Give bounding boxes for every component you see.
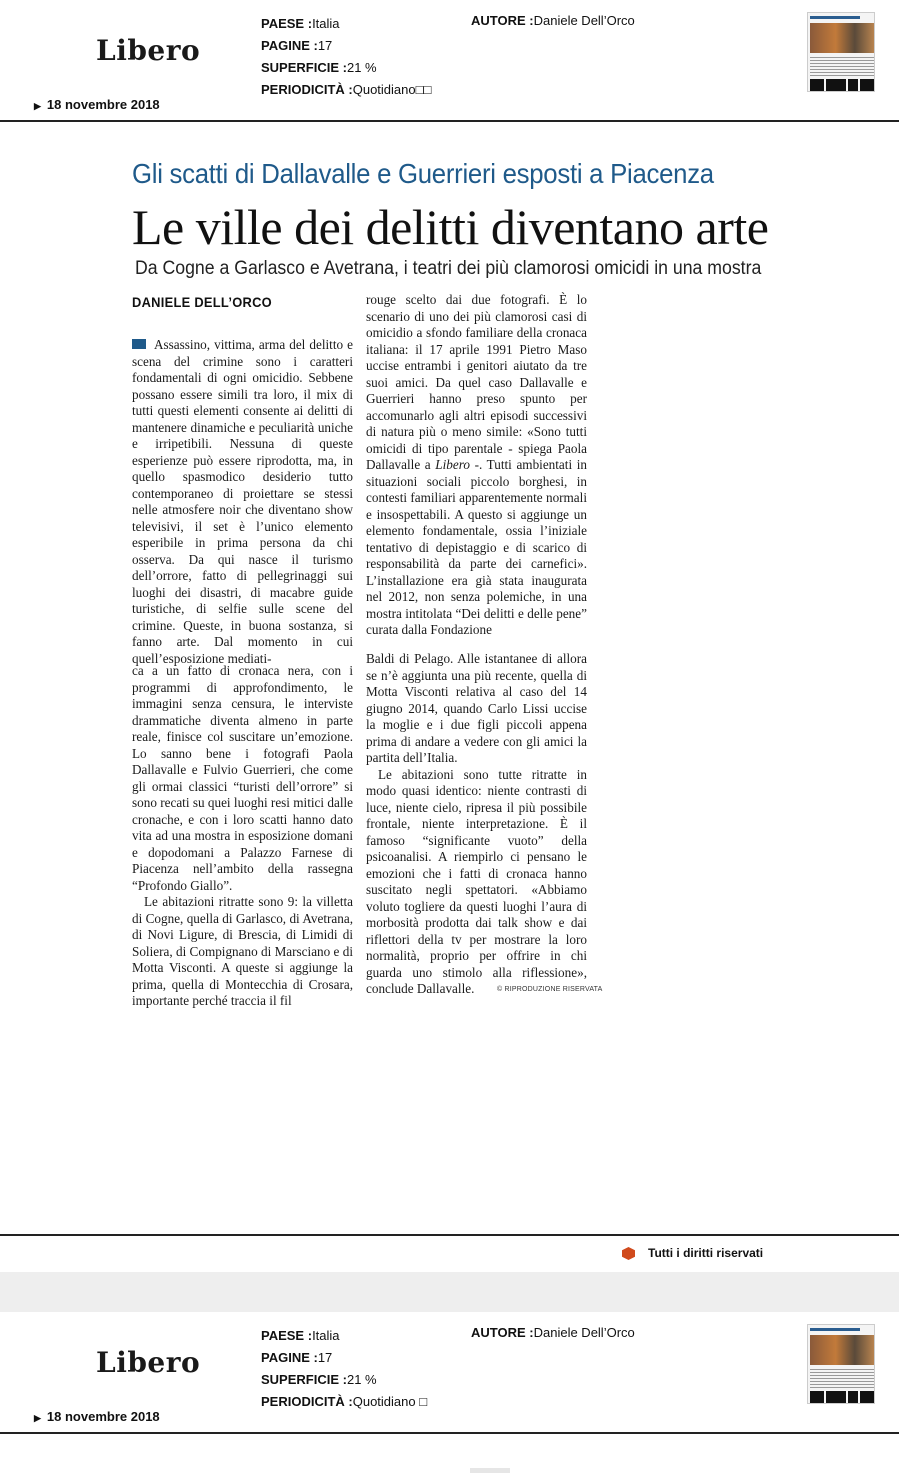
meta-autore: AUTORE :Daniele Dell’Orco: [471, 1325, 635, 1340]
play-arrow-icon: ▶: [34, 101, 41, 111]
page-edge: [470, 1468, 510, 1473]
meta-periodicita: PERIODICITÀ :Quotidiano □: [261, 1394, 428, 1409]
article-headline: Le ville dei delitti diventano arte: [132, 199, 769, 255]
meta-superficie: SUPERFICIE :21 %: [261, 1372, 377, 1387]
rights-notice: Tutti i diritti riservati: [648, 1246, 764, 1260]
publication-date: ▶ 18 novembre 2018: [34, 1409, 160, 1424]
page-separator: [0, 1272, 899, 1312]
meta-paese: PAESE :Italia: [261, 1328, 340, 1343]
header-divider: [0, 1432, 899, 1434]
article-subhead: Da Cogne a Garlasco e Avetrana, i teatri dei più clamorosi omicidi in una mostra: [135, 258, 762, 279]
meta-superficie: SUPERFICIE :21 %: [261, 60, 377, 75]
publication-date: ▶ 18 novembre 2018: [34, 97, 160, 112]
header-divider: [0, 120, 899, 122]
meta-pagine: PAGINE :17: [261, 1350, 333, 1365]
brand-hexagon-icon: [622, 1247, 635, 1260]
newspaper-logo: Libero: [96, 1346, 201, 1379]
article-kicker: Gli scatti di Dallavalle e Guerrieri esposti a Piacenza: [132, 158, 714, 189]
article-column-4: Baldi di Pelago. Alle istantanee di allora se n’è aggiunta una più recente, quella di Motta Visconti relativa al caso del 14 giugno 2014, quando Carlo Lissi uccise la moglie e i due figli piccoli appena prima di andare a vedere con gli amici la partita dell’Italia. Le abitazioni sono tutte ritratte in modo quasi identico: niente contrasti di luce, niente cielo, ripresa il più possibile frontale, niente interpretazione. È il famoso “significante vuoto” della psicoanalisi. A riempirlo ci pensano le emozioni che i fatti di cronaca hanno suscitato negli spettatori. «Abbiamo voluto togliere da questi luoghi l’aura di morbosità prodotta dai talk show e dai riflettori della tv per mostrare la loro normalità, proprio per offrire in chi guarda uno stimolo alla riflessione», conclude Dallavalle.: [366, 651, 587, 996]
article-byline: DANIELE DELL’ORCO: [132, 294, 272, 310]
footer-divider: [0, 1234, 899, 1236]
meta-periodicita: PERIODICITÀ :Quotidiano□□: [261, 82, 432, 97]
clipping-meta: [261, 1325, 427, 1413]
copyright-note: © RIPRODUZIONE RISERVATA: [497, 986, 603, 993]
article-column-2: ca a un fatto di cronaca nera, con i programmi di approfondimento, le immagini senza censura, le interviste drammatiche diventa almeno in parte reale, finisce col suscitare un’emozione. Lo sanno bene i fotografi Paola Dallavalle e Fulvio Guerrieri, che come gli ormai classici “turisti dell’orrore” si sono recati su quei luoghi resi mitici dalle cronache, e con i loro scatti hanno dato vita ad una mostra in esposizione domani e dopodomani a Palazzo Farnese di Piacenza nell’ambito della rassegna “Profondo Giallo”. Le abitazioni ritratte sono 9: la villetta di Cogne, quella di Garlasco, di Avetrana, di Novi Ligure, di Brescia, di Limidi di Soliera, di Compignano di Marsciano e di Motta Visconti. A queste si aggiunge la prima, quella di Montecchia di Crosara, importante perché traccia il fil: [132, 663, 353, 1008]
paragraph-marker-icon: [132, 339, 146, 349]
newspaper-logo: Libero: [96, 34, 201, 67]
play-arrow-icon: ▶: [34, 1413, 41, 1423]
clipping-header-next: [0, 1312, 899, 1434]
clipping-header: [0, 0, 899, 122]
article-column-1: Assassino, vittima, arma del delitto e scena del crimine sono i caratteri fondamentali di ogni omicidio. Sebbene possano essere simili tra loro, il mix di tutti questi elementi consente ai delitti di mantenere dinamiche e peculiarità uniche e irripetibili. Nessuna di queste esperienze può essere riprodotta, ma, in quello spasmodico desiderio tutto contemporaneo di proiettare se stessi nelle atmosfere noir che diventano show televisivi, il set è l’unico elemento esperibile in prima persona da chi osserva. Da qui nasce il turismo dell’orrore, fatto di pellegrinaggi sui luoghi dei disastri, di macabre guide turistiche, di selfie sulle scene del crimine. Queste, in buona sostanza, si fanno arte. Dal momento in cui quell’esposizione mediati-: [132, 337, 353, 666]
page-thumbnail[interactable]: [807, 1324, 875, 1404]
meta-pagine: PAGINE :17: [261, 38, 333, 53]
meta-paese: PAESE :Italia: [261, 16, 340, 31]
article-column-3: rouge scelto dai due fotografi. È lo scenario di uno dei più clamorosi casi di omicidio a sfondo familiare della cronaca italiana: il 17 aprile 1991 Pietro Maso uccise entrambi i genitori aiutato da tre suoi amici. Da quel caso Dallavalle e Guerrieri hanno preso spunto per accomunarlo agli altri episodi successivi di natura più o meno simile: «Sono tutti omicidi di tipo parentale - spiega Paola Dallavalle a Libero -. Tutti ambientati in situazioni sociali piccolo borghesi, in contesti familiari apparentemente normali e insospettabili. A questo si aggiunge un elemento fondamentale, ossia l’iniziale tentativo di depistaggio e di scarico di responsabilità da parte dei carnefici». L’installazione era già stata inaugurata nel 2012, non senza polemiche, in una mostra intitolata “Dei delitti e delle pene” curata dalla Fondazione: [366, 292, 587, 637]
meta-autore: AUTORE :Daniele Dell’Orco: [471, 13, 635, 28]
page-thumbnail[interactable]: [807, 12, 875, 92]
clipping-meta: [261, 13, 431, 101]
